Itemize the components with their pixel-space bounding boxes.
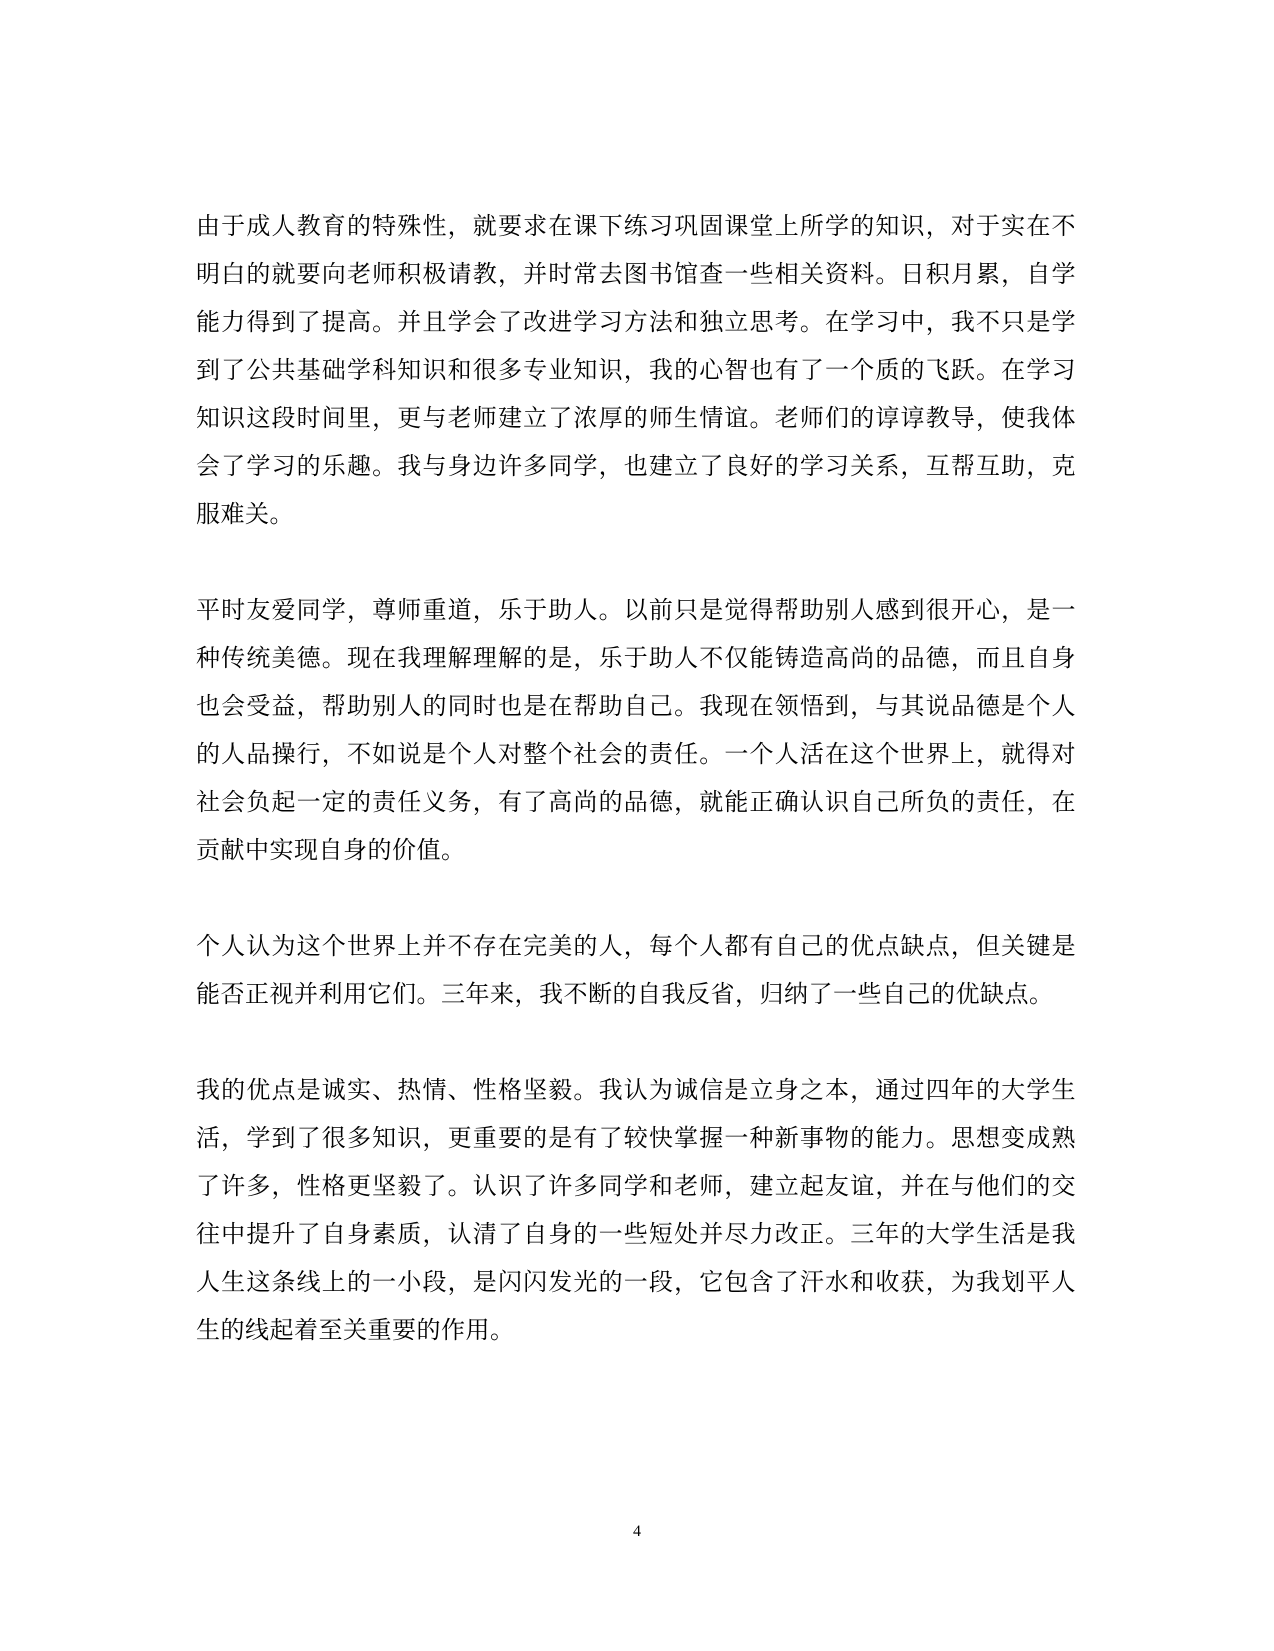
paragraph-self-reflection: 个人认为这个世界上并不存在完美的人，每个人都有自己的优点缺点，但关键是能否正视并利用它们。三年来，我不断的自我反省，归纳了一些自己的优缺点。: [196, 932, 1076, 1008]
paragraph-character: 平时友爱同学，尊师重道，乐于助人。以前只是觉得帮助别人感到很开心，是一种传统美德。现在我理解理解的是，乐于助人不仅能铸造高尚的品德，而且自身也会受益，帮助别人的同时也是在帮助自己。我现在领悟到，与其说品德是个人的人品操行，不如说是个人对整个社会的责任。一个人活在这个世界上，就得对社会负起一定的责任义务，有了高尚的品德，就能正确认识自己所负的责任，在贡献中实现自身的价值。: [196, 596, 1076, 864]
page-number: 4: [633, 1523, 641, 1540]
paragraph-strengths: 我的优点是诚实、热情、性格坚毅。我认为诚信是立身之本，通过四年的大学生活，学到了很多知识，更重要的是有了较快掌握一种新事物的能力。思想变成熟了许多，性格更坚毅了。认识了许多同学和老师，建立起友谊，并在与他们的交往中提升了自身素质，认清了自身的一些短处并尽力改正。三年的大学生活是我人生这条线上的一小段，是闪闪发光的一段，它包含了汗水和收获，为我划平人生的线起着至关重要的作用。: [196, 1076, 1076, 1344]
paragraph-study: 由于成人教育的特殊性，就要求在课下练习巩固课堂上所学的知识，对于实在不明白的就要向老师积极请教，并时常去图书馆查一些相关资料。日积月累，自学能力得到了提高。并且学会了改进学习方法和独立思考。在学习中，我不只是学到了公共基础学科知识和很多专业知识，我的心智也有了一个质的飞跃。在学习知识这段时间里，更与老师建立了浓厚的师生情谊。老师们的谆谆教导，使我体会了学习的乐趣。我与身边许多同学，也建立了良好的学习关系，互帮互助，克服难关。: [196, 212, 1076, 528]
document-body: [196, 202, 1076, 1354]
